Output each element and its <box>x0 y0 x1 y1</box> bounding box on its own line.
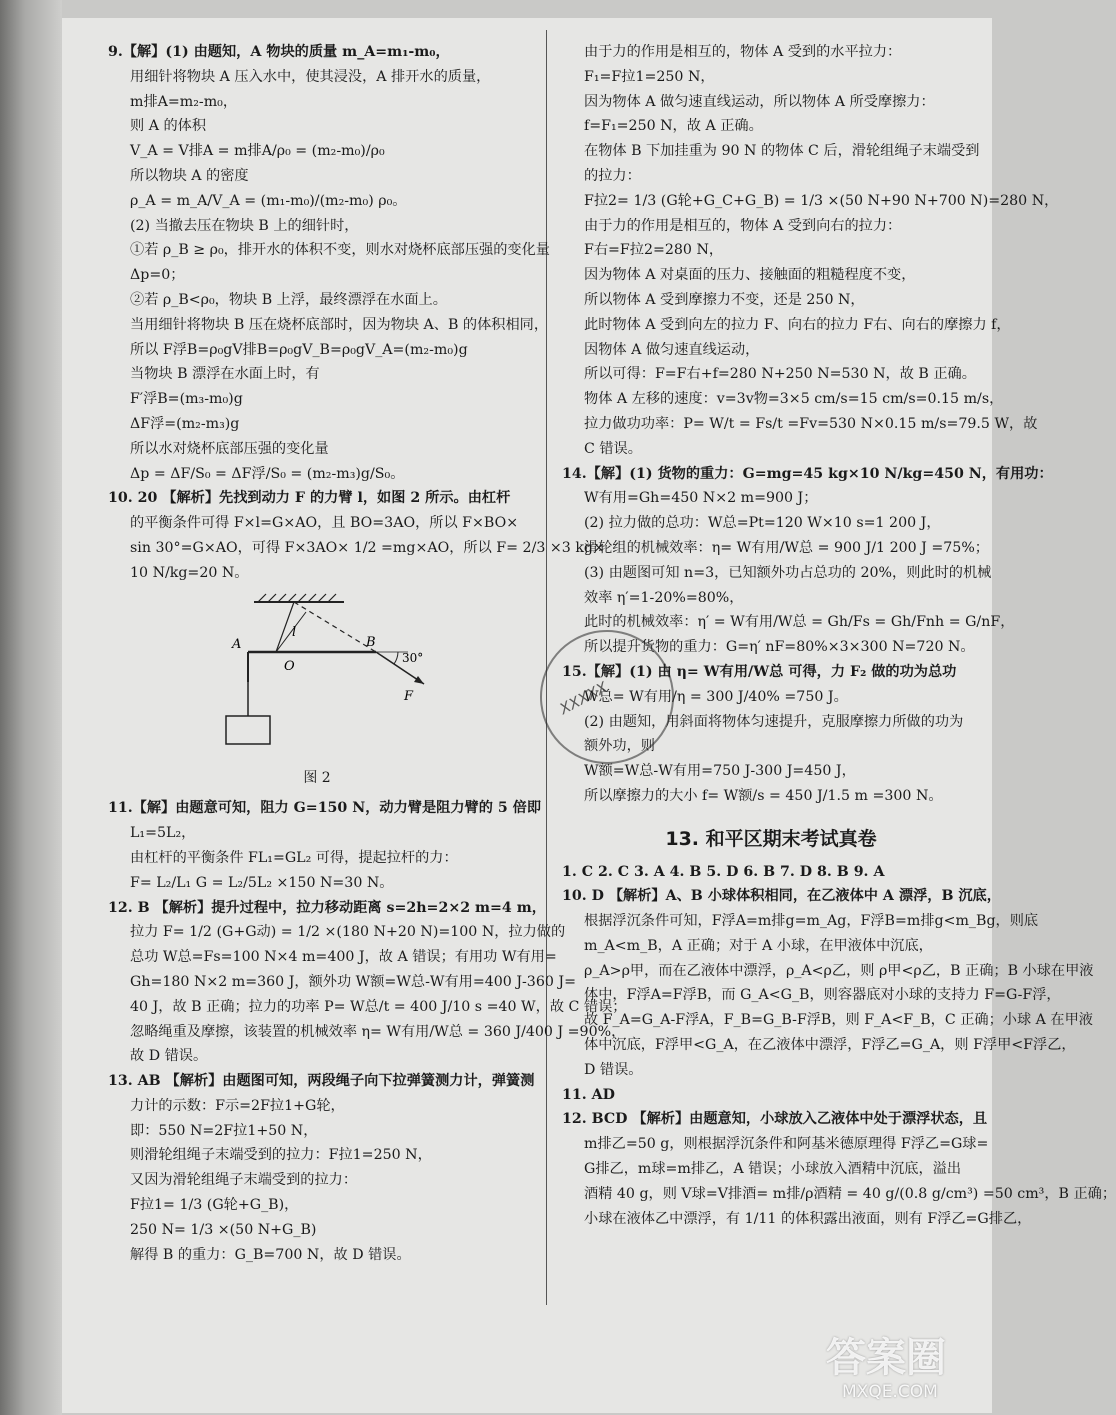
text-line: 忽略绳重及摩擦，该装置的机械效率 η= W有用/W总 = 360 J/400 J =90%， <box>130 1023 626 1040</box>
lever-diagram <box>108 592 526 762</box>
text-line: 250 N= 1/3 ×(50 N+G_B) <box>130 1221 317 1238</box>
text-line: 13. AB 【解析】由题图可知，两段绳子向下拉弹簧测力计，弹簧测 <box>108 1073 535 1090</box>
text-line: 此时物体 A 受到向左的拉力 F、向右的拉力 F右、向右的摩擦力 f， <box>584 316 1011 333</box>
text-line: 12. B 【解析】提升过程中，拉力移动距离 s=2h=2×2 m=4 m， <box>108 899 546 916</box>
text-line: ①若 ρ_B ≥ ρ₀，排开水的体积不变，则水对烧杯底部压强的变化量 <box>130 242 550 259</box>
text-line: 因物体 A 做匀速直线运动， <box>584 341 760 358</box>
text-line: 由于力的作用是相互的，物体 A 受到的水平拉力： <box>584 44 902 60</box>
text-line: 故 D 错误。 <box>130 1048 208 1065</box>
text-line: 额外功，则 <box>584 738 655 755</box>
text-line: Δp = ΔF/S₀ = ΔF浮/S₀ = (m₂-m₃)g/S₀。 <box>130 465 405 482</box>
text-line: 10 N/kg=20 N。 <box>130 564 249 581</box>
text-line: 解得 B 的重力：G_B=700 N，故 D 错误。 <box>130 1246 411 1263</box>
text-line: 由杠杆的平衡条件 FL₁=GL₂ 可得，提起拉杆的力： <box>130 849 458 866</box>
text-line: 由于力的作用是相互的，物体 A 受到向右的拉力： <box>584 217 902 234</box>
fig-label-l: l <box>292 624 297 640</box>
text-line: 所以可得：F=F右+f=280 N+250 N=530 N，故 B 正确。 <box>584 366 976 383</box>
text-line: Δp=0； <box>130 267 185 284</box>
site-watermark <box>820 1320 990 1410</box>
watermark-text: 答案圈 <box>826 1335 946 1381</box>
text-line: m_A<m_B，A 正确；对于 A 小球，在甲液体中沉底， <box>584 937 933 954</box>
text-line: 小球在液体乙中漂浮，有 1/11 的体积露出液面，则有 F浮乙=G排乙， <box>584 1210 1032 1227</box>
text-line: F拉1= 1/3 (G轮+G_B)， <box>130 1197 299 1214</box>
text-line: F拉2= 1/3 (G轮+G_C+G_B) = 1/3 ×(50 N+90 N+700 N)=280 N， <box>584 192 1059 209</box>
text-line: F′浮B=(m₃-m₀)g <box>130 391 243 408</box>
text-line: ②若 ρ_B<ρ₀，物块 B 上浮，最终漂浮在水面上。 <box>130 291 447 308</box>
text-line: W额=W总-W有用=750 J-300 J=450 J， <box>584 763 856 780</box>
text-line: F= L₂/L₁ G = L₂/5L₂ ×150 N=30 N。 <box>130 874 394 891</box>
text-line: 效率 η′=1-20%=80%， <box>584 589 744 606</box>
text-line: 此时的机械效率：η′ = W有用/W总 = Gh/Fs = Gh/Fnh = G/nF， <box>584 614 1015 631</box>
text-line: L₁=5L₂， <box>130 825 196 842</box>
text-line: 拉力做功功率：P= W/t = Fs/t =Fv=530 N×0.15 m/s=79.5 W，故 <box>584 415 1038 432</box>
text-line: 因为物体 A 对桌面的压力、接触面的粗糙程度不变， <box>584 267 916 284</box>
text-line: Gh=180 N×2 m=360 J，额外功 W额=W总-W有用=400 J-360 J= <box>130 973 576 990</box>
text-line: 1. C 2. C 3. A 4. B 5. D 6. B 7. D 8. B 9. A <box>562 863 885 880</box>
text-line: 力计的示数：F示=2F拉1+G轮， <box>130 1097 345 1114</box>
text-line: m排乙=50 g，则根据浮沉条件和阿基米德原理得 F浮乙=G球= <box>584 1136 989 1153</box>
text-line: 11. AD <box>562 1086 615 1103</box>
text-line: 在物体 B 下加挂重为 90 N 的物体 C 后，滑轮组绳子末端受到 <box>584 143 980 160</box>
text-line: W总= W有用/η = 300 J/40% =750 J。 <box>584 688 848 705</box>
text-line: 所以物块 A 的密度 <box>130 167 249 184</box>
text-line: 体中，F浮A=F浮B，而 G_A<G_B，则容器底对小球的支持力 F=G-F浮， <box>584 987 1061 1004</box>
text-line: m排A=m₂-m₀， <box>130 93 238 110</box>
text-line: C 错误。 <box>584 440 642 457</box>
text-line: ρ_A = m_A/V_A = (m₁-m₀)/(m₂-m₀) ρ₀。 <box>130 192 407 209</box>
text-line: 滑轮组的机械效率：η= W有用/W总 = 900 J/1 200 J =75%； <box>584 539 989 556</box>
text-line: 因为物体 A 做匀速直线运动，所以物体 A 所受摩擦力： <box>584 93 935 110</box>
text-line: 10. 20 【解析】先找到动力 F 的力臂 l，如图 2 所示。由杠杆 <box>108 490 511 507</box>
text-line: 40 J，故 B 正确；拉力的功率 P= W总/t = 400 J/10 s =40 W，故 C 错误； <box>130 998 627 1015</box>
lever-figure <box>108 592 526 762</box>
text-line: 14.【解】(1) 货物的重力：G=mg=45 kg×10 N/kg=450 N，有用功： <box>562 465 1053 482</box>
text-line: 10. D 【解析】A、B 小球体积相同，在乙液体中 A 漂浮，B 沉底， <box>562 888 1001 905</box>
text-line: 故 F_A=G_A-F浮A，F_B=G_B-F浮B，则 F_A<F_B，C 正确；小球 A 在甲液 <box>584 1012 1093 1029</box>
text-line: 12. BCD 【解析】由题意知，小球放入乙液体中处于漂浮状态，且 <box>562 1111 988 1128</box>
text-line: (2) 由题知，用斜面将物体匀速提升，克服摩擦力所做的功为 <box>584 713 964 730</box>
fig-label-B: B <box>366 634 376 650</box>
text-line: 又因为滑轮组绳子末端受到的拉力： <box>130 1172 358 1189</box>
text-line: 9.【解】(1) 由题知，A 物块的质量 m_A=m₁-m₀， <box>108 44 450 60</box>
text-line: 则滑轮组绳子末端受到的拉力：F拉1=250 N， <box>130 1147 432 1164</box>
text-line: F₁=F拉1=250 N， <box>584 68 715 85</box>
text-line: 即：550 N=2F拉1+50 N， <box>130 1122 318 1139</box>
text-line: (3) 由题图可知 n=3，已知额外功占总功的 20%，则此时的机械 <box>584 564 992 581</box>
watermark-url: MXQE.COM <box>842 1382 938 1402</box>
left-text-block <box>108 40 605 586</box>
text-line: G排乙，m球=m排乙，A 错误；小球放入酒精中沉底，溢出 <box>584 1161 962 1178</box>
text-line: 的拉力： <box>584 167 641 184</box>
text-line: 所以提升货物的重力：G=η′ nF=80%×3×300 N=720 N。 <box>584 639 975 656</box>
text-line: 体中沉底，F浮甲<G_A，在乙液体中漂浮，F浮乙=G_A，则 F浮甲<F浮乙， <box>584 1037 1076 1054</box>
text-line: 则 A 的体积 <box>130 118 207 135</box>
fig-label-F: F <box>404 688 414 704</box>
section-title: 13. 和平区期末考试真卷 <box>665 827 877 850</box>
stamp-text: XXXXX <box>556 678 611 719</box>
text-line: 所以物体 A 受到摩擦力不变，还是 250 N， <box>584 291 865 308</box>
text-line: 根据浮沉条件可知，F浮A=m排g=m_Ag，F浮B=m排g<m_Bg，则底 <box>584 913 1039 930</box>
text-line: 所以水对烧杯底部压强的变化量 <box>130 440 329 457</box>
text-line: sin 30°=G×AO，可得 F×3AO× 1/2 =mg×AO，所以 F= 2/3 ×3 kg× <box>130 539 605 556</box>
text-line: D 错误。 <box>584 1061 643 1078</box>
text-line: F右=F拉2=280 N， <box>584 242 724 259</box>
right-text-block-2 <box>562 860 1116 1232</box>
text-line: 总功 W总=Fs=100 N×4 m=400 J，故 A 错误；有用功 W有用= <box>130 949 557 966</box>
text-line: 当用细针将物块 B 压在烧杯底部时，因为物块 A、B 的体积相同， <box>130 316 549 333</box>
text-line: (2) 当撤去压在物块 B 上的细针时， <box>130 217 359 234</box>
text-line: 用细针将物块 A 压入水中，使其浸没，A 排开水的质量， <box>130 68 491 85</box>
text-line: V_A = V排A = m排A/ρ₀ = (m₂-m₀)/ρ₀ <box>130 143 385 160</box>
fig-label-angle: 30° <box>402 650 424 665</box>
text-line: W有用=Gh=450 N×2 m=900 J； <box>584 490 818 507</box>
text-line: 的平衡条件可得 F×l=G×AO，且 BO=3AO，所以 F×BO× <box>130 515 519 532</box>
text-line: (2) 拉力做的总功：W总=Pt=120 W×10 s=1 200 J， <box>584 515 941 532</box>
text-line: ΔF浮=(m₂-m₃)g <box>130 415 240 432</box>
fig-label-A: A <box>232 636 242 652</box>
text-line: 所以摩擦力的大小 f= W额/s = 450 J/1.5 m =300 N。 <box>584 787 943 804</box>
page-binding-shadow <box>0 0 62 1415</box>
text-line: 物体 A 左移的速度：v=3v物=3×5 cm/s=15 cm/s=0.15 m/s， <box>584 391 1004 408</box>
text-line: 酒精 40 g，则 V球=V排酒= m排/ρ酒精 = 40 g/(0.8 g/cm³) =50 cm³，B 正确； <box>584 1185 1116 1202</box>
fig-label-O: O <box>284 658 295 674</box>
figure-caption: 图 2 <box>303 769 331 786</box>
text-line: 11.【解】由题意可知，阻力 G=150 N，动力臂是阻力臂的 5 倍即 <box>108 800 542 817</box>
text-line: f=F₁=250 N，故 A 正确。 <box>584 118 763 135</box>
text-line: 15.【解】(1) 由 η= W有用/W总 可得，力 F₂ 做的功为总功 <box>562 663 957 680</box>
text-line: 拉力 F= 1/2 (G+G动) = 1/2 ×(180 N+20 N)=100 N，拉力做的 <box>130 924 566 941</box>
text-line: 所以 F浮B=ρ₀gV排B=ρ₀gV_B=ρ₀gV_A=(m₂-m₀)g <box>130 341 468 358</box>
text-line: 当物块 B 漂浮在水面上时，有 <box>130 366 320 383</box>
text-line: ρ_A>ρ甲，而在乙液体中漂浮，ρ_A<ρ乙，则 ρ甲<ρ乙，B 正确；B 小球在甲液 <box>584 962 1094 979</box>
